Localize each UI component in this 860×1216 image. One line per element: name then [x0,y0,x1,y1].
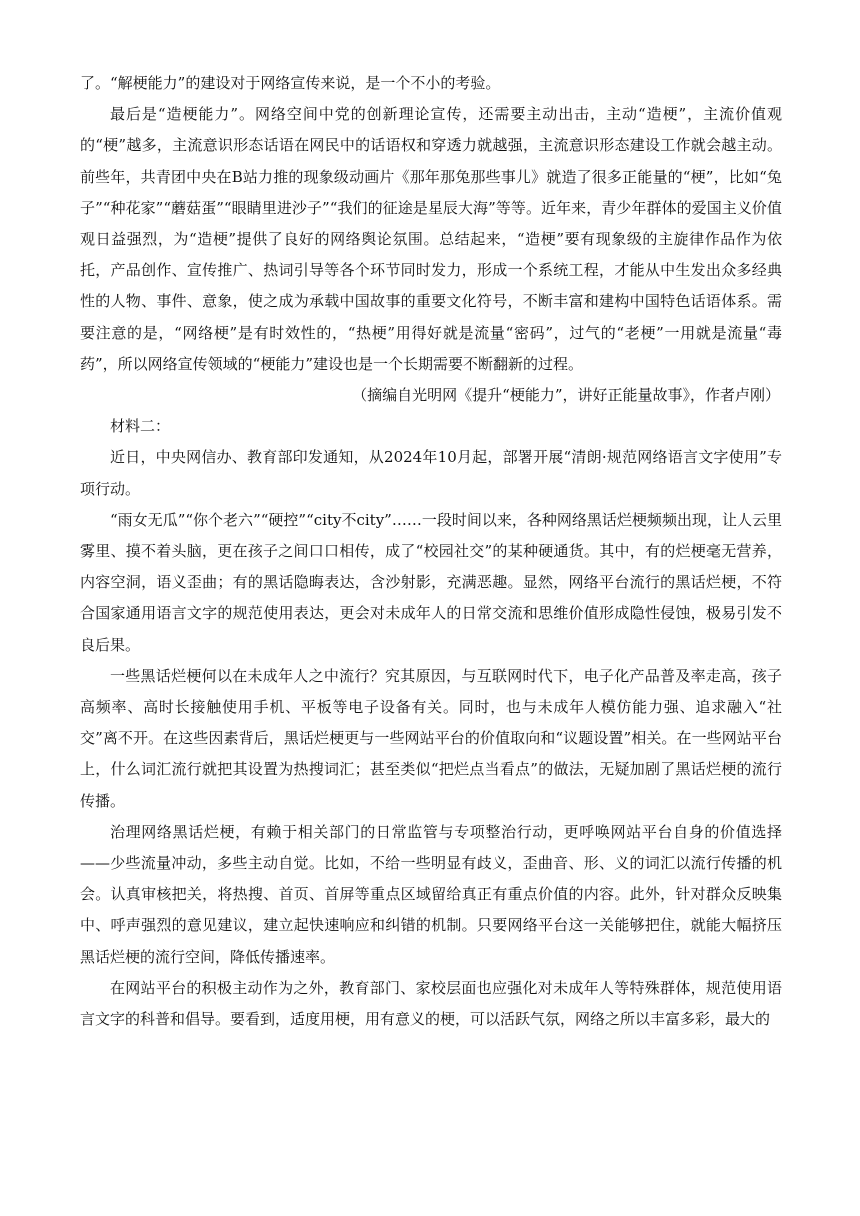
document-page [80,68,782,1035]
paragraph-causes: 一些黑话烂梗何以在未成年人之中流行？究其原因，与互联网时代下，电子化产品普及率走高，孩子高频率、高时长接触使用手机、平板等电子设备有关。同时，也与未成年人模仿能力强、追求融入“社交”离不开。在这些因素背后，黑话烂梗更与一些网站平台的价值取向和“议题设置”相关。在一些网站平台上，什么词汇流行就把其设置为热搜词汇；甚至类似“把烂点当看点”的做法，无疑加剧了黑话烂梗的流行传播。 [80,666,782,810]
paragraph-notice: 近日，中央网信办、教育部印发通知，从2024年10月起，部署开展“清朗·规范网络语言文字使用”专项行动。 [80,448,782,498]
paragraph-continuation: 了。“解梗能力”的建设对于网络宣传来说，是一个不小的考验。 [80,74,501,92]
paragraph-education: 在网站平台的积极主动作为之外，教育部门、家校层面也应强化对未成年人等特殊群体，规范使用语言文字的科普和倡导。要看到，适度用梗，用有意义的梗，可以活跃气氛，网络之所以丰富多彩，最大的 [80,978,782,1029]
paragraph-meme-creation: 最后是“造梗能力”。网络空间中党的创新理论宣传，还需要主动出击，主动“造梗”，主流价值观的“梗”越多，主流意识形态话语在网民中的话语权和穿透力就越强，主流意识形态建设工作就会越主动。前些年，共青团中央在B站力推的现象级动画片《那年那兔那些事儿》就造了很多正能量的“梗”，比如“兔子”“种花家”“蘑菇蛋”“眼睛里进沙子”“我们的征途是星辰大海”等等。近年来，青少年群体的爱国主义价值观日益强烈，为“造梗”提供了良好的网络舆论氛围。总结起来，“造梗”要有现象级的主旋律作品作为依托，产品创作、宣传推广、热词引导等各个环节同时发力，形成一个系统工程，才能从中生发出众多经典性的人物、事件、意象，使之成为承载中国故事的重要文化符号，不断丰富和建构中国特色话语体系。需要注意的是，“网络梗”是有时效性的，“热梗”用得好就是流量“密码”，过气的“老梗”一用就是流量“毒药”，所以网络宣传领域的“梗能力”建设也是一个长期需要不断翻新的过程。 [80,105,782,373]
source-citation: （摘编自光明网《提升“梗能力”，讲好正能量故事》，作者卢刚） [352,386,780,405]
section-heading-material-two: 材料二： [110,417,171,436]
paragraph-slang-examples: “雨女无瓜”“你个老六”“硬控”“city不city”……一段时间以来，各种网络黑话烂梗频频出现，让人云里雾里、摸不着头脑，更在孩子之间口口相传，成了“校园社交”的某种硬通货。其中，有的烂梗毫无营养，内容空洞，语义歪曲；有的黑话隐晦表达，含沙射影，充满恶趣。显然，网络平台流行的黑话烂梗，不符合国家通用语言文字的规范使用表达，更会对未成年人的日常交流和思维价值形成隐性侵蚀，极易引发不良后果。 [80,510,782,654]
paragraph-governance: 治理网络黑话烂梗，有赖于相关部门的日常监管与专项整治行动，更呼唤网站平台自身的价值选择——少些流量冲动，多些主动自觉。比如，不给一些明显有歧义，歪曲音、形、义的词汇以流行传播的机会。认真审核把关，将热搜、首页、首屏等重点区域留给真正有重点价值的内容。此外，针对群众反映集中、呼声强烈的意见建议，建立起快速响应和纠错的机制。只要网络平台这一关能够把住，就能大幅挤压黑话烂梗的流行空间，降低传播速率。 [80,822,782,966]
